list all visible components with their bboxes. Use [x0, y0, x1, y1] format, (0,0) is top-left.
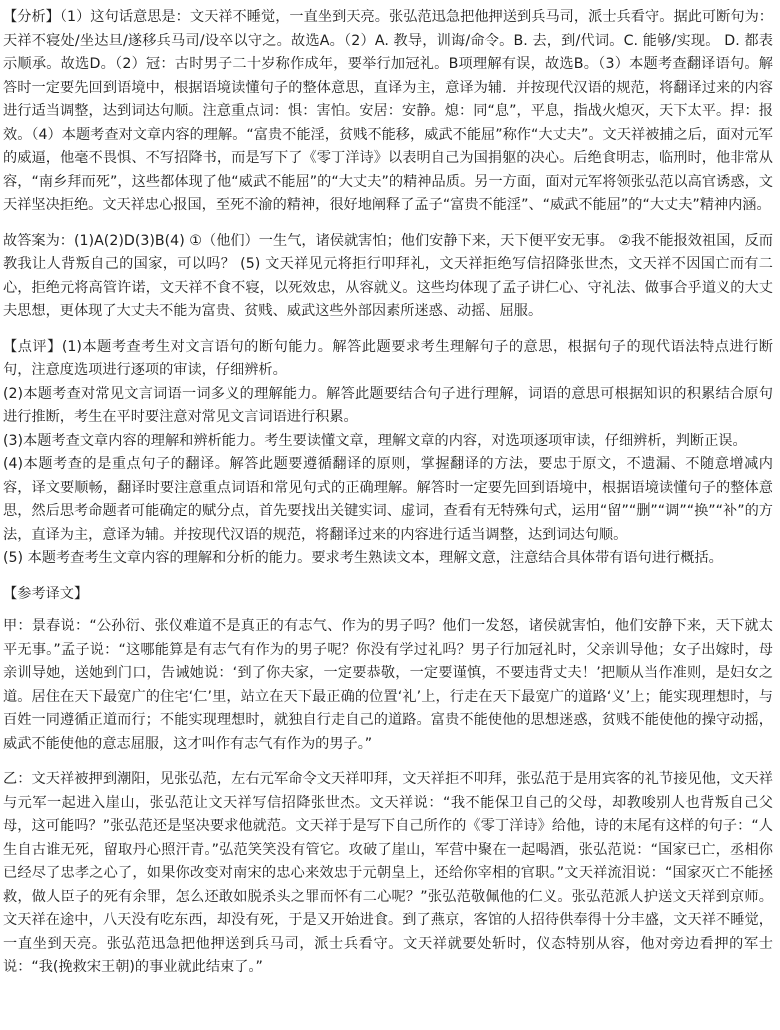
- comment-item-4: (4)本题考查的是重点句子的翻译。解答此题要遵循翻译的原则，掌握翻译的方法，要忠于原文，不遗漏、不随意增减内容，译文要顺畅，翻译时要注意重点词语和常见句式的正确理解。解答时一定要先回到语境中，根据语境读懂句子的整体意思，然后思考命题者可能确定的赋分点，首先要找出关键实词、虚词，查看有无特殊句式，运用“留”“删”“调”“换”“补”的方法，直译为主，意译为辅。并按现代汉语的规范，将翻译过来的内容进行适当调整，达到词达句顺。: [3, 456, 773, 543]
- analysis-paragraph: 【分析】（1）这句话意思是：文天祥不睡觉，一直坐到天亮。张弘范迅急把他押送到兵马司，派士兵看守。据此可断句为：天祥不寝处/坐达旦/遂移兵马司/设卒以守之。故选A。（2）A. 教导，训诲/命令。B. 去，到/代词。C. 能够/实现。 D. 都表示顺承。故选D。（2）冠：古时男子二十岁称作成年，要举行加冠礼。B项理解有误，故选B。（3）本题考查翻译语句。解答时一定要先回到语境中，根据语境读懂句子的整体意思，直译为主，意译为辅．并按现代汉语的规范，将翻译过来的内容进行适当调整，达到词达句顺。注意重点词：惧：害怕。安居：安静。熄：同“息”，平息，指战火熄灭，天下太平。捍：报效。（4）本题考查对文章内容的理解。“富贵不能淫，贫贱不能移，威武不能屈”称作“大丈夫”。文天祥被捕之后，面对元军的威逼，他毫不畏惧、不写招降书，而是写下了《零丁洋诗》以表明自己为国捐躯的决心。后绝食明志，临刑时，他非常从容，“南乡拜而死”，这些都体现了他“威武不能屈”的“大丈夫”的精神品质。另一方面，面对元军将领张弘范以高官诱惑，文天祥坚决拒绝。文天祥忠心报国，至死不渝的精神，很好地阐释了孟子“富贵不能淫”、“威武不能屈”的“大丈夫”精神内涵。: [3, 9, 773, 213]
- comment-item-1: 【点评】(1)本题考查考生对文言语句的断句能力。解答此题要求考生理解句子的意思，根据句子的现代语法特点进行断句，注意度选项进行逐项的审读，仔细辨析。: [3, 338, 773, 378]
- translation-heading: 【参考译文】: [3, 585, 89, 602]
- comment-item-2: (2)本题考查对常见文言词语一词多义的理解能力。解答此题要结合句子进行理解，词语的意思可根据知识的积累结合原句进行推断，考生在平时要注意对常见文言词语进行积累。: [3, 385, 773, 425]
- comment-item-3: (3)本题考查文章内容的理解和辨析能力。考生要读懂文章，理解文章的内容，对选项逐项审读，仔细辨析，判断正误。: [3, 432, 747, 449]
- translation-yi-paragraph: 乙：文天祥被押到潮阳，见张弘范，左右元军命令文天祥叩拜，文天祥拒不叩拜，张弘范于是用宾客的礼节接见他，文天祥与元军一起进入崖山，张弘范让文天祥写信招降张世杰。文天祥说：“我不能保卫自己的父母，却教唆别人也背叛自己父母，这可能吗？”张弘范还是坚决要求他就范。文天祥于是写下自己所作的《零丁洋诗》给他，诗的末尾有这样的句子：“人生自古谁无死，留取丹心照汗青。”弘范笑笑没有管它。攻破了崖山，军营中聚在一起喝酒，张弘范说：“国家已亡，丞相你已经尽了忠孝之心了，如果你改变对南宋的忠心来效忠于元朝皇上，还给你宰相的官职。”文天祥流泪说：“国家灭亡不能拯救，做人臣子的死有余罪，怎么还敢如脱杀头之罪而怀有二心呢？”张弘范敬佩他的仁义。张弘范派人护送文天祥到京师。文天祥在途中，八天没有吃东西，却没有死，于是又开始进食。到了燕京，客馆的人招待供奉得十分丰盛，文天祥不睡觉，一直坐到天亮。张弘范迅急把他押送到兵马司，派士兵看守。文天祥就要处斩时，仪态特别从容，他对旁边看押的军士说：“我(挽救宋王朝)的事业就此结束了。”: [3, 771, 773, 975]
- translation-jia-paragraph: 甲：景春说：“公孙衍、张仪难道不是真正的有志气、作为的男子吗？他们一发怒，诸侯就害怕，他们安静下来，天下就太平无事。”孟子说：“这哪能算是有志气有作为的男子呢？你没有学过礼吗？男子行加冠礼时，父亲训导他；女子出嫁时，母亲训导她，送她到门口，告诫她说：‘到了你夫家，一定要恭敬，一定要谨慎，不要违背丈夫！’把顺从当作准则，是妇女之道。居住在天下最宽广的住宅‘仁’里，站立在天下最正确的位置‘礼’上，行走在天下最宽广的道路‘义’上；能实现理想时，与百姓一同遵循正道而行；不能实现理想时，就独自行走自己的道路。富贵不能使他的思想迷惑，贫贱不能使他的操守动摇，威武不能使他的意志屈服，这才叫作有志气有作为的男子。”: [3, 618, 773, 752]
- answer-paragraph: 故答案为：(1)A(2)D(3)B(4) ①（他们）一生气，诸侯就害怕；他们安静下来，天下便平安无事。 ②我不能报效祖国，反而教我让人背叛自己的国家，可以吗？ (5) 文天祥见元将拒行叩拜礼，文天祥拒绝写信招降张世杰，文天祥不因国亡而有二心，拒绝元将高管许诺，文天祥不食不寝，以死效忠，从容就义。这些均体现了孟子讲仁心、守礼法、做事合乎道义的大丈夫思想，更体现了大丈夫不能为富贵、贫贱、威武这些外部因素所迷惑、动摇、屈服。: [3, 232, 773, 319]
- comment-item-5: (5) 本题考查考生文章内容的理解和分析的能力。要求考生熟读文本，理解文意，注意结合具体带有语句进行概括。: [3, 550, 723, 566]
